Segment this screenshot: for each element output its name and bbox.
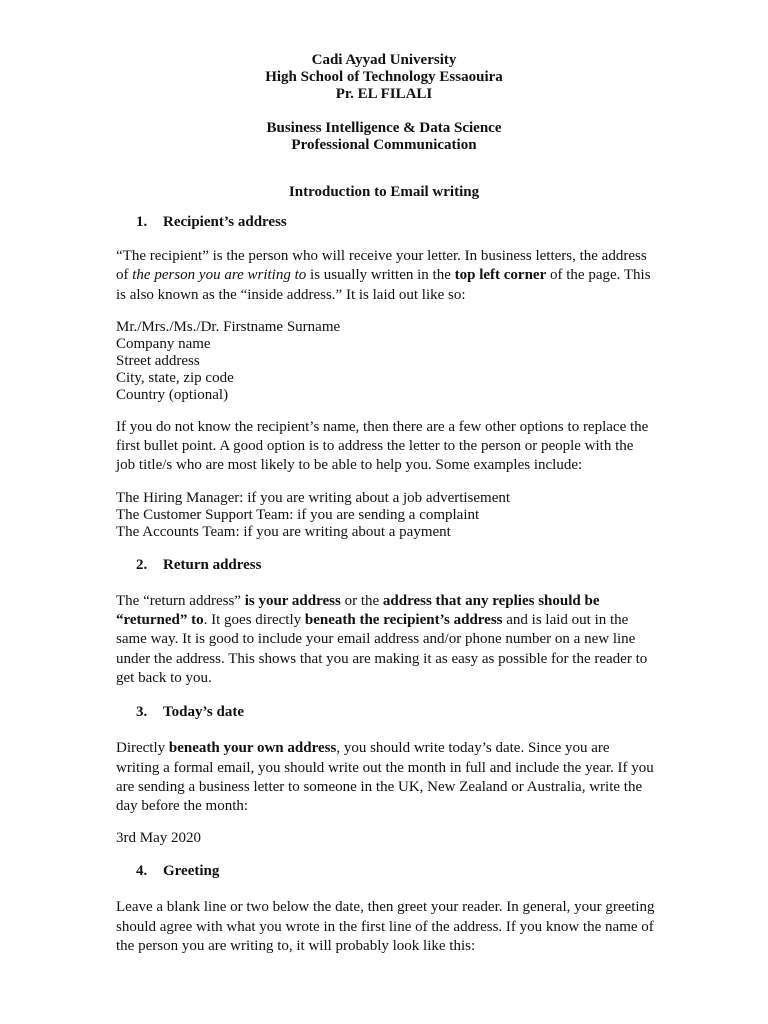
- section-heading-return-address: [116, 557, 656, 574]
- document-header: [0, 52, 768, 154]
- section-heading-greeting: [116, 863, 656, 880]
- paragraph: Leave a blank line or two below the date, then greet your reader. In general, your greeting should agree with what you wrote in the first line of the address. If you know the name of the person you are writing to, it will probably look like this:: [116, 899, 655, 955]
- section-title: Recipient’s address: [163, 214, 287, 230]
- address-line: City, state, zip code: [116, 369, 234, 386]
- section-title: Today’s date: [163, 704, 244, 721]
- professor-name: Pr. EL FILALI: [335, 86, 433, 102]
- example-line: The Accounts Team: if you are writing about a payment: [116, 523, 451, 540]
- paragraph: “The recipient” is the person who will receive your letter. In business letters, the address of the person you are writing to is usually written in the top left corner of the page. This is also known as the “inside address.” It is laid out like so:: [116, 248, 651, 303]
- school-name: High School of Technology Essaouira: [265, 69, 503, 85]
- example-line: The Customer Support Team: if you are sending a complaint: [116, 506, 480, 523]
- section-title: Return address: [163, 556, 262, 573]
- program-name: Business Intelligence & Data Science: [266, 120, 502, 136]
- section-number: 2.: [136, 556, 148, 573]
- example-line: The Hiring Manager: if you are writing about a job advertisement: [116, 489, 511, 506]
- document-title: Introduction to Email writing: [288, 184, 480, 200]
- section-heading-todays-date: [116, 704, 656, 721]
- date-example: 3rd May 2020: [116, 830, 201, 847]
- address-format-list: [116, 319, 656, 404]
- section-title: Greeting: [163, 863, 220, 880]
- paragraph: Directly beneath your own address, you should write today’s date. Since you are writing a formal email, you should write out the month in full and include the year. If you are sending a business letter to someone in the UK, New Zealand or Australia, write the day before the month:: [116, 740, 654, 815]
- course-name: Professional Communication: [291, 137, 477, 153]
- section-number: 4.: [136, 863, 148, 880]
- examples-list: [116, 490, 656, 541]
- address-line: Street address: [116, 352, 200, 369]
- section-number: 1.: [136, 214, 148, 230]
- address-line: Mr./Mrs./Ms./Dr. Firstname Surname: [116, 318, 341, 335]
- section-heading-recipient-address: [116, 214, 656, 231]
- paragraph: The “return address” is your address or the address that any replies should be “returned” to. It goes directly beneath the recipient’s address and is laid out in the same way. It is good to include your email address and/or phone number on a new line under the address. This shows that you are making it as easy as possible for the reader to get back to you.: [116, 592, 648, 686]
- address-line: Country (optional): [116, 386, 229, 403]
- section-number: 3.: [136, 704, 148, 721]
- document-body: [116, 214, 656, 956]
- address-line: Company name: [116, 335, 211, 352]
- university-name: Cadi Ayyad University: [311, 52, 457, 68]
- paragraph: If you do not know the recipient’s name, then there are a few other options to replace the first bullet point. A good option is to address the letter to the person or people with the job title/s who are most likely to be able to help you. Some examples include:: [116, 418, 649, 474]
